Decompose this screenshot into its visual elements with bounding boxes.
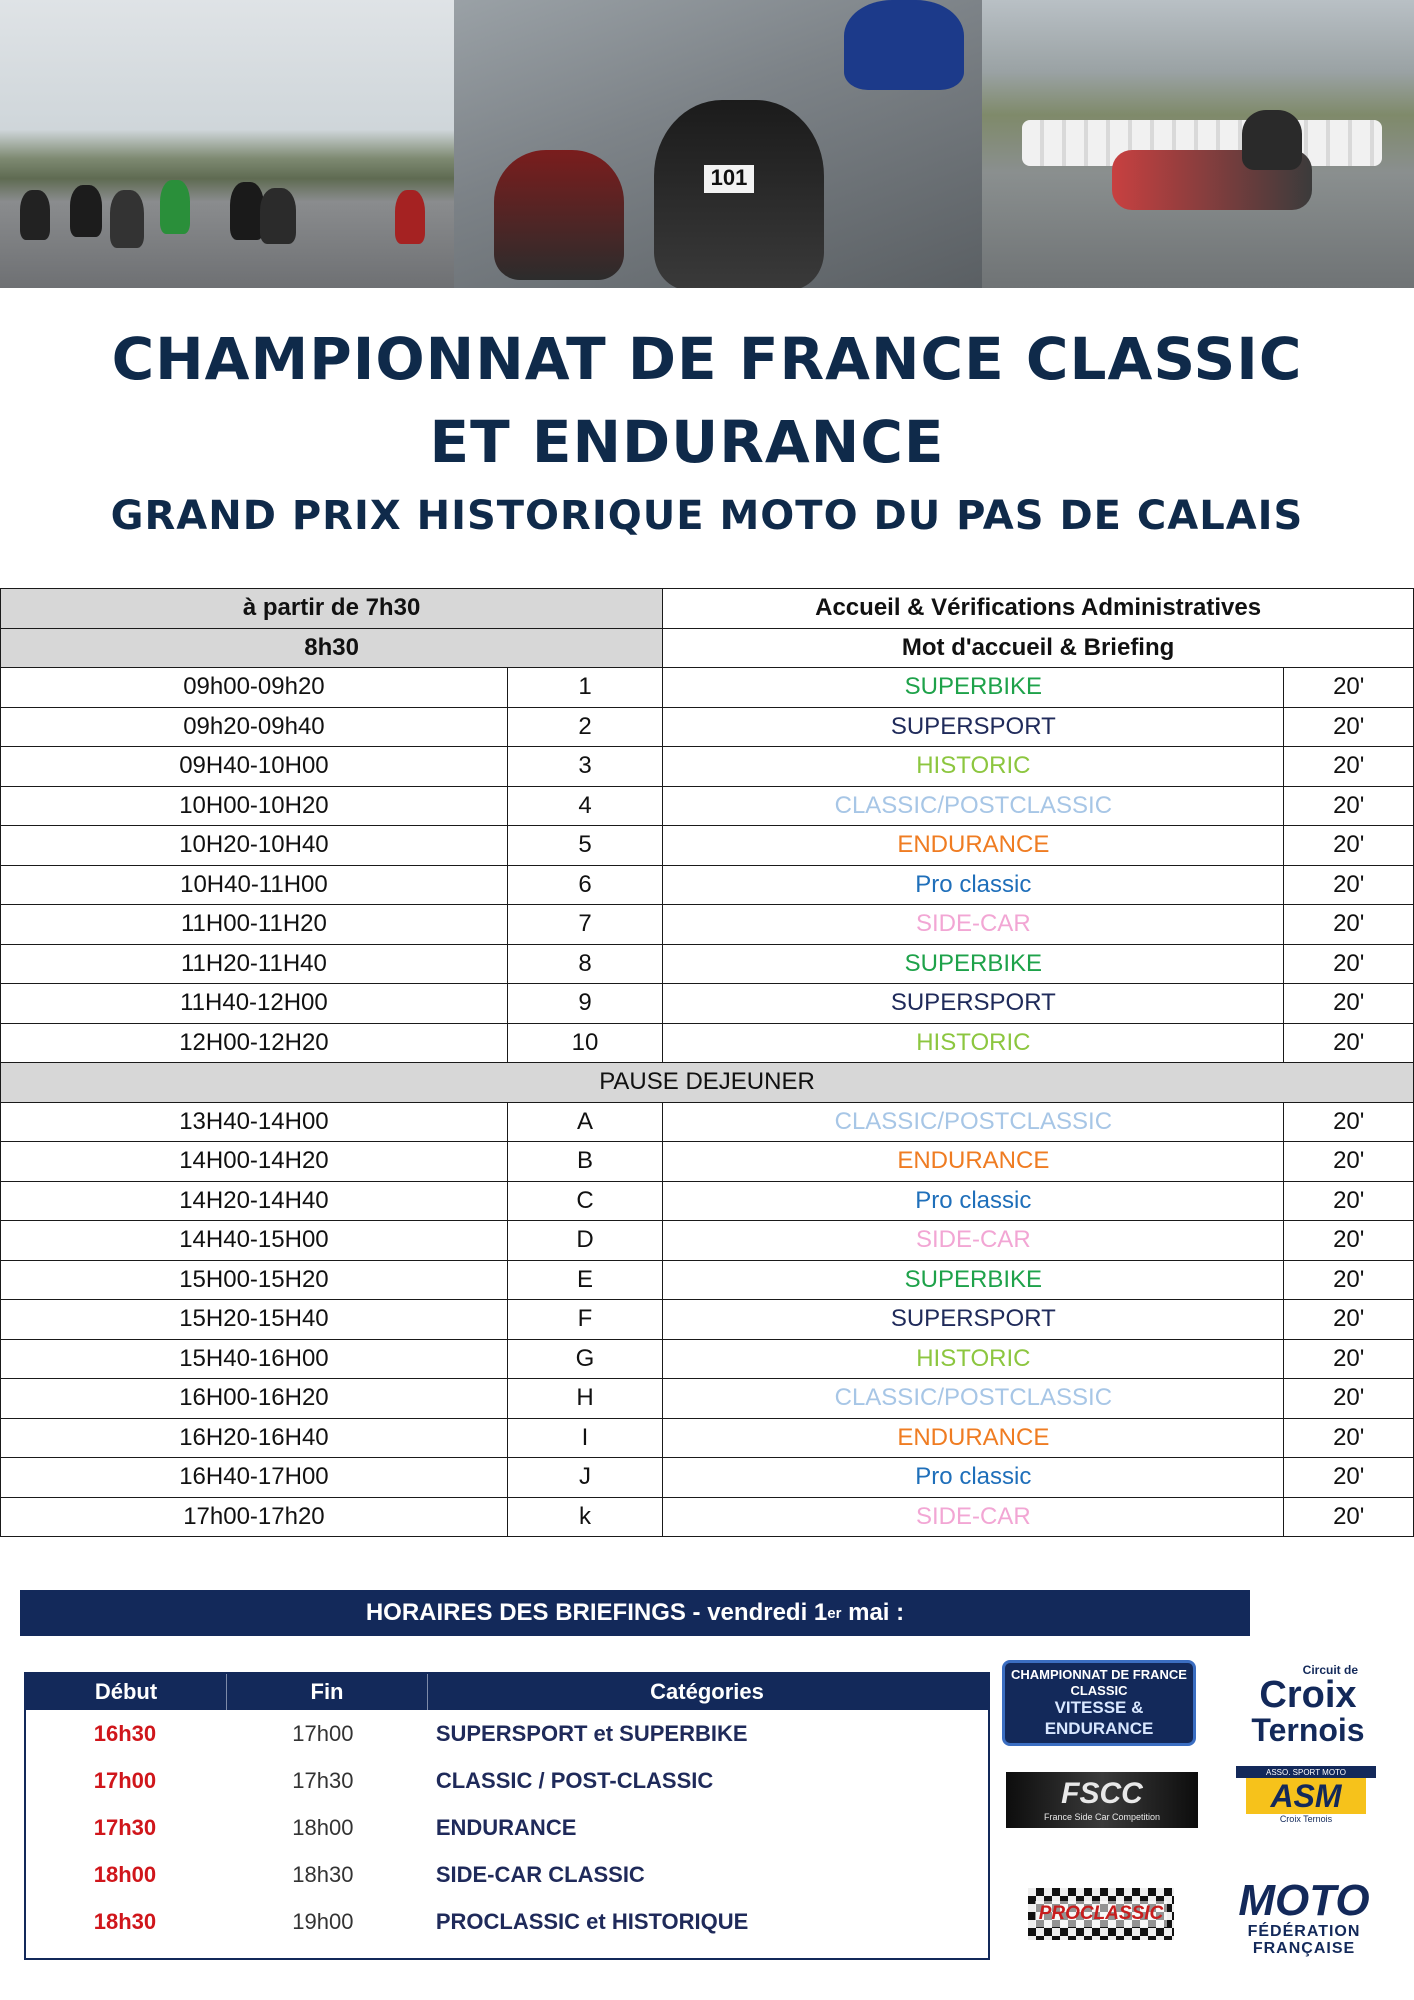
session-time: 14H20-14H40 (1, 1181, 508, 1221)
welcome-time: à partir de 7h30 (1, 589, 663, 629)
session-number: E (507, 1260, 662, 1300)
schedule-row (1, 1260, 1414, 1300)
session-time: 13H40-14H00 (1, 1102, 508, 1142)
asm-top: ASSO. SPORT MOTO (1236, 1766, 1376, 1778)
briefings-banner-text: HORAIRES DES BRIEFINGS - vendredi 1 (365, 1599, 828, 1626)
asm-main: ASM (1246, 1778, 1366, 1814)
session-category: Pro classic (663, 865, 1284, 905)
proclassic-logo (1028, 1888, 1174, 1940)
briefing-start: 17h00 (93, 1767, 157, 1793)
session-time: 16H40-17H00 (1, 1458, 508, 1498)
header-start: Début (26, 1674, 227, 1710)
session-time: 15H00-15H20 (1, 1260, 508, 1300)
session-category: Pro classic (663, 1181, 1284, 1221)
session-category: SIDE-CAR (663, 905, 1284, 945)
session-duration: 20' (1284, 826, 1414, 866)
fscc-sub: France Side Car Competition (1043, 1811, 1161, 1822)
session-duration: 20' (1284, 1221, 1414, 1261)
briefing-categories: CLASSIC / POST-CLASSIC (435, 1767, 714, 1793)
championnat-logo (1002, 1660, 1196, 1746)
photo-banner (0, 0, 1414, 288)
briefing-row (26, 1757, 988, 1804)
session-time: 09h00-09h20 (1, 668, 508, 708)
session-category: SUPERSPORT (663, 707, 1284, 747)
briefing-categories: SIDE-CAR CLASSIC (435, 1861, 645, 1887)
briefings-header (26, 1674, 988, 1710)
session-number: 6 (507, 865, 662, 905)
subtitle: GRAND PRIX HISTORIQUE MOTO DU PAS DE CALAIS (110, 493, 1304, 539)
session-number: 8 (507, 944, 662, 984)
session-number: F (507, 1300, 662, 1340)
session-number: A (507, 1102, 662, 1142)
welcome-label: Accueil & Vérifications Administratives (663, 589, 1414, 629)
briefings-banner-tail: mai : (841, 1599, 905, 1626)
session-time: 11H20-11H40 (1, 944, 508, 984)
session-category: SUPERSPORT (663, 984, 1284, 1024)
session-duration: 20' (1284, 865, 1414, 905)
session-category: CLASSIC/POSTCLASSIC (663, 1379, 1284, 1419)
session-time: 15H40-16H00 (1, 1339, 508, 1379)
briefings-banner-sup: er (827, 1604, 842, 1622)
session-number: H (507, 1379, 662, 1419)
session-number: 10 (507, 1023, 662, 1063)
schedule-row (1, 826, 1414, 866)
session-duration: 20' (1284, 747, 1414, 787)
session-category: CLASSIC/POSTCLASSIC (663, 1102, 1284, 1142)
schedule-row (1, 786, 1414, 826)
session-number: G (507, 1339, 662, 1379)
session-duration: 20' (1284, 1418, 1414, 1458)
session-category: SIDE-CAR (663, 1221, 1284, 1261)
session-category: Pro classic (663, 1458, 1284, 1498)
cfc-line-1: CHAMPIONNAT DE FRANCE CLASSIC (1011, 1667, 1187, 1698)
header-row-welcome (1, 589, 1414, 629)
session-duration: 20' (1284, 707, 1414, 747)
session-number: 7 (507, 905, 662, 945)
schedule-row (1, 1102, 1414, 1142)
briefing-start: 18h00 (93, 1861, 157, 1887)
moto-line-2: FRANÇAISE (1252, 1940, 1356, 1958)
briefing-categories: SUPERSPORT et SUPERBIKE (435, 1720, 748, 1746)
session-number: 9 (507, 984, 662, 1024)
session-category: ENDURANCE (663, 1142, 1284, 1182)
schedule-row (1, 944, 1414, 984)
schedule-row (1, 984, 1414, 1024)
briefing-row (26, 1710, 988, 1757)
session-number: B (507, 1142, 662, 1182)
header-row-briefing (1, 628, 1414, 668)
briefing-end: 19h00 (292, 1908, 354, 1934)
briefings-banner (20, 1590, 1250, 1636)
croix-en-ternois-logo (1228, 1662, 1388, 1748)
briefing-row (26, 1851, 988, 1898)
session-category: SUPERBIKE (663, 668, 1284, 708)
briefing-categories: ENDURANCE (435, 1814, 577, 1840)
session-category: ENDURANCE (663, 1418, 1284, 1458)
briefing-start: 16h30 (93, 1720, 157, 1746)
proclassic-text: PROCLASSIC (1035, 1901, 1168, 1927)
session-duration: 20' (1284, 1379, 1414, 1419)
schedule-row (1, 1497, 1414, 1537)
briefing-start: 18h30 (93, 1908, 157, 1934)
session-number: 1 (507, 668, 662, 708)
briefing-row (26, 1804, 988, 1851)
schedule-row (1, 707, 1414, 747)
session-time: 09h20-09h40 (1, 707, 508, 747)
session-time: 10H40-11H00 (1, 865, 508, 905)
session-number: 5 (507, 826, 662, 866)
header-categories: Catégories (650, 1679, 764, 1704)
session-category: CLASSIC/POSTCLASSIC (663, 786, 1284, 826)
title-line-2: ET ENDURANCE (429, 408, 945, 476)
session-duration: 20' (1284, 1339, 1414, 1379)
schedule-row (1, 1181, 1414, 1221)
photo-sidecar (982, 0, 1414, 288)
title-line-1: CHAMPIONNAT DE FRANCE CLASSIC (111, 325, 1303, 393)
schedule-row (1, 1221, 1414, 1261)
briefing-end: 17h00 (292, 1720, 354, 1746)
session-time: 10H20-10H40 (1, 826, 508, 866)
session-number: I (507, 1418, 662, 1458)
session-time: 09H40-10H00 (1, 747, 508, 787)
croix-small: Circuit de (1302, 1663, 1358, 1677)
session-time: 17h00-17h20 (1, 1497, 508, 1537)
session-duration: 20' (1284, 1497, 1414, 1537)
session-duration: 20' (1284, 944, 1414, 984)
header-end: Fin (227, 1674, 428, 1710)
briefing-row (26, 1898, 988, 1945)
briefing-time: 8h30 (1, 628, 663, 668)
session-duration: 20' (1284, 984, 1414, 1024)
schedule-row (1, 747, 1414, 787)
session-duration: 20' (1284, 1102, 1414, 1142)
session-time: 12H00-12H20 (1, 1023, 508, 1063)
session-number: D (507, 1221, 662, 1261)
photo-racers-cornering: 101 (454, 0, 982, 288)
schedule-row (1, 865, 1414, 905)
session-number: 3 (507, 747, 662, 787)
briefing-label: Mot d'accueil & Briefing (663, 628, 1414, 668)
session-number: J (507, 1458, 662, 1498)
schedule-row (1, 905, 1414, 945)
session-duration: 20' (1284, 1260, 1414, 1300)
cfc-line-2: VITESSE & ENDURANCE (1044, 1698, 1154, 1738)
moto-main: MOTO (1238, 1876, 1370, 1926)
session-category: HISTORIC (663, 1339, 1284, 1379)
briefing-end: 18h30 (292, 1861, 354, 1887)
briefing-end: 17h30 (292, 1767, 354, 1793)
session-number: C (507, 1181, 662, 1221)
session-time: 16H00-16H20 (1, 1379, 508, 1419)
session-category: HISTORIC (663, 1023, 1284, 1063)
session-duration: 20' (1284, 1142, 1414, 1182)
session-duration: 20' (1284, 786, 1414, 826)
session-number: k (507, 1497, 662, 1537)
schedule-row (1, 668, 1414, 708)
session-time: 11H00-11H20 (1, 905, 508, 945)
schedule-row (1, 1379, 1414, 1419)
session-category: SIDE-CAR (663, 1497, 1284, 1537)
lunch-break: PAUSE DEJEUNER (1, 1063, 1414, 1103)
session-duration: 20' (1284, 905, 1414, 945)
session-time: 10H00-10H20 (1, 786, 508, 826)
session-category: ENDURANCE (663, 826, 1284, 866)
session-number: 2 (507, 707, 662, 747)
asm-logo (1236, 1764, 1376, 1826)
session-number: 4 (507, 786, 662, 826)
schedule-row (1, 1023, 1414, 1063)
schedule-row (1, 1300, 1414, 1340)
croix-sub: Ternois (1251, 1712, 1365, 1748)
asm-bottom: Croix Ternois (1279, 1814, 1333, 1824)
croix-main: Croix (1259, 1674, 1357, 1716)
schedule-row (1, 1142, 1414, 1182)
briefings-table (24, 1672, 990, 1960)
session-category: SUPERSPORT (663, 1300, 1284, 1340)
lunch-break-row (1, 1063, 1414, 1103)
fscc-logo (1006, 1772, 1198, 1828)
session-time: 15H20-15H40 (1, 1300, 508, 1340)
session-duration: 20' (1284, 1458, 1414, 1498)
session-category: SUPERBIKE (663, 1260, 1284, 1300)
session-duration: 20' (1284, 1181, 1414, 1221)
session-time: 11H40-12H00 (1, 984, 508, 1024)
schedule-row (1, 1458, 1414, 1498)
briefing-end: 18h00 (292, 1814, 354, 1840)
briefing-categories: PROCLASSIC et HISTORIQUE (435, 1908, 749, 1934)
session-duration: 20' (1284, 1300, 1414, 1340)
ffm-logo (1220, 1858, 1388, 1978)
photo-race-start (0, 0, 454, 288)
session-category: HISTORIC (663, 747, 1284, 787)
schedule-row (1, 1418, 1414, 1458)
session-time: 14H40-15H00 (1, 1221, 508, 1261)
schedule-table (0, 588, 1414, 1537)
session-category: SUPERBIKE (663, 944, 1284, 984)
session-duration: 20' (1284, 668, 1414, 708)
fscc-main: FSCC (1061, 1776, 1143, 1810)
session-time: 16H20-16H40 (1, 1418, 508, 1458)
moto-line-1: FÉDÉRATION (1247, 1923, 1361, 1941)
session-time: 14H00-14H20 (1, 1142, 508, 1182)
schedule-row (1, 1339, 1414, 1379)
session-duration: 20' (1284, 1023, 1414, 1063)
briefing-start: 17h30 (93, 1814, 157, 1840)
